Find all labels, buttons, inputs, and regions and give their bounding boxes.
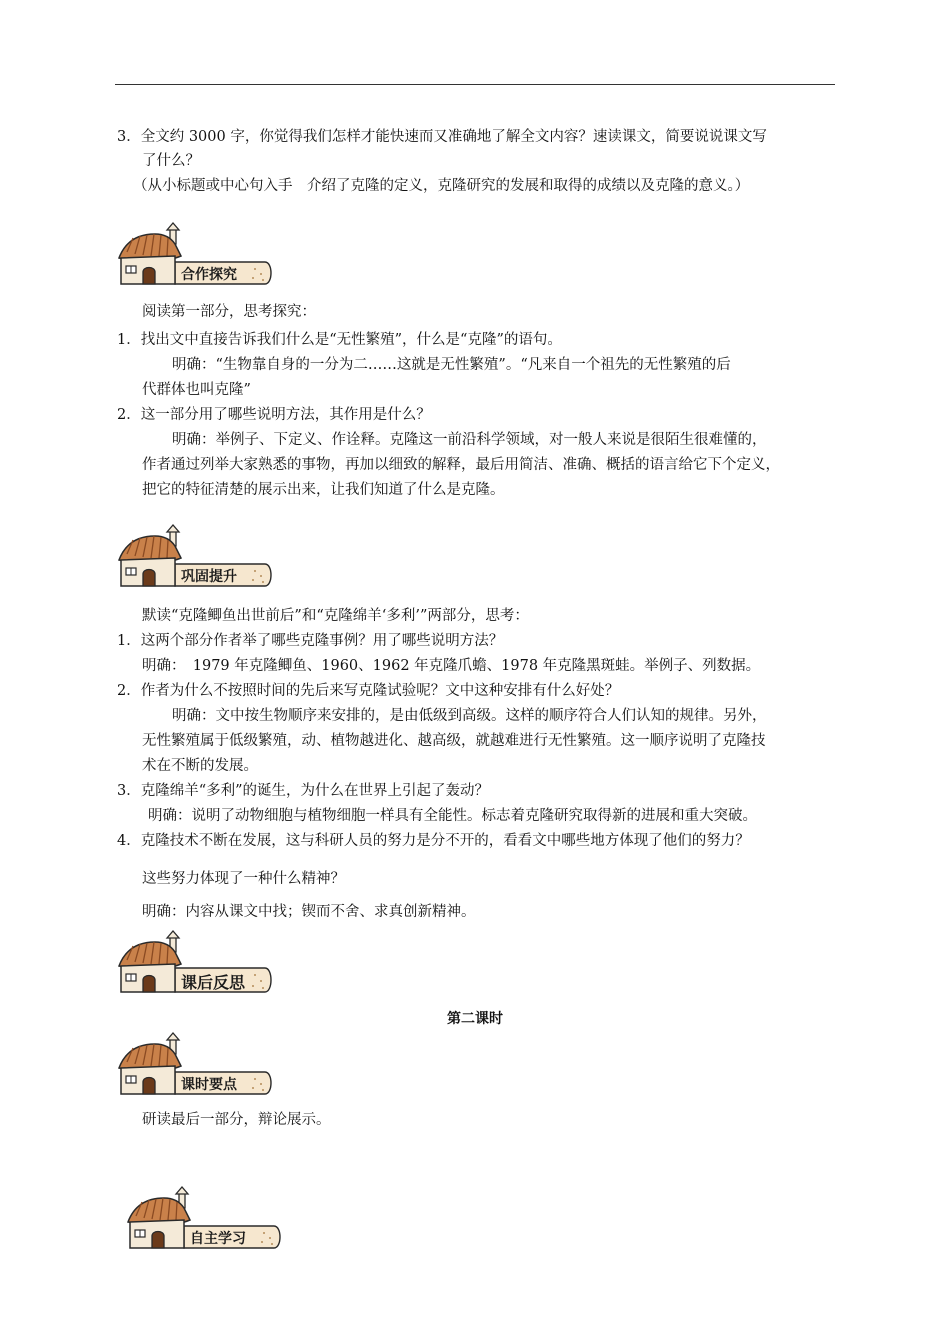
section-title: 自主学习 — [190, 1231, 246, 1247]
section-badge-kehou — [115, 930, 285, 996]
section-title: 课后反思 — [181, 973, 246, 992]
section-badge-keshi — [115, 1032, 285, 1098]
section-title: 巩固提升 — [181, 569, 237, 585]
part-1-intro: 阅读第一部分，思考探究： — [142, 304, 316, 320]
part-1-q2: 2．这一部分用了哪些说明方法，其作用是什么？ — [117, 407, 431, 423]
part-2-a1: 明确： 1979 年克隆鲫鱼、1960、1962 年克隆爪蟾、1978 年克隆黑斑蛙。举例子、列数据。 — [142, 658, 761, 674]
answer-3: （从小标题或中心句入手 介绍了克隆的定义，克隆研究的发展和取得的成绩以及克隆的意义。） — [133, 178, 750, 194]
question-3-line-1: 3．全文约 3000 字，你觉得我们怎样才能快速而又准确地了解全文内容？速读课文，简要说说课文写 — [117, 129, 767, 145]
part-1-a2-line-1: 明确：举例子、下定义、作诠释。克隆这一前沿科学领域，对一般人来说是很陌生很难懂的， — [172, 432, 767, 448]
key-point-text: 研读最后一部分，辩论展示。 — [142, 1112, 331, 1128]
part-2-a3: 明确：说明了动物细胞与植物细胞一样具有全能性。标志着克隆研究取得新的进展和重大突破。 — [148, 808, 757, 824]
part-2-q3: 3．克隆绵羊“多利”的诞生，为什么在世界上引起了轰动？ — [117, 783, 490, 799]
section-badge-gonggu — [115, 524, 285, 590]
section-title: 合作探究 — [181, 267, 237, 283]
part-2-a2-line-1: 明确：文中按生物顺序来安排的，是由低级到高级。这样的顺序符合人们认知的规律。另外， — [172, 708, 767, 724]
question-3-line-2: 了什么？ — [142, 153, 200, 169]
part-1-a1-line-2: 代群体也叫克隆” — [142, 382, 251, 398]
part-2-q4-line-2: 这些努力体现了一种什么精神？ — [142, 871, 345, 887]
lesson-title: 第二课时 — [447, 1011, 503, 1027]
part-2-intro: 默读“克隆鲫鱼出世前后”和“克隆绵羊‘多利’”两部分，思考： — [142, 608, 529, 624]
header-rule — [115, 84, 835, 85]
part-1-q1: 1．找出文中直接告诉我们什么是“无性繁殖”，什么是“克隆”的语句。 — [117, 332, 562, 348]
part-1-a2-line-2: 作者通过列举大家熟悉的事物，再加以细致的解释，最后用简洁、准确、概括的语言给它下个定义， — [142, 457, 780, 473]
part-1-a2-line-3: 把它的特征清楚的展示出来，让我们知道了什么是克隆。 — [142, 482, 505, 498]
section-title: 课时要点 — [181, 1077, 237, 1093]
section-badge-hezuo — [115, 222, 285, 288]
part-1-a1-line-1: 明确：“生物靠自身的一分为二……这就是无性繁殖”。“凡来自一个祖先的无性繁殖的后 — [172, 357, 731, 373]
section-badge-zizhu — [124, 1186, 294, 1252]
part-2-q4: 4．克隆技术不断在发展，这与科研人员的努力是分不开的，看看文中哪些地方体现了他们的努力？ — [117, 833, 750, 849]
part-2-a2-line-2: 无性繁殖属于低级繁殖，动、植物越进化、越高级，就越难进行无性繁殖。这一顺序说明了克隆技 — [142, 733, 766, 749]
part-2-q1: 1．这两个部分作者举了哪些克隆事例？用了哪些说明方法？ — [117, 633, 504, 649]
part-2-a4: 明确：内容从课文中找；锲而不舍、求真创新精神。 — [142, 904, 476, 920]
part-2-q2: 2．作者为什么不按照时间的先后来写克隆试验呢？文中这种安排有什么好处？ — [117, 683, 620, 699]
part-2-a2-line-3: 术在不断的发展。 — [142, 758, 258, 774]
